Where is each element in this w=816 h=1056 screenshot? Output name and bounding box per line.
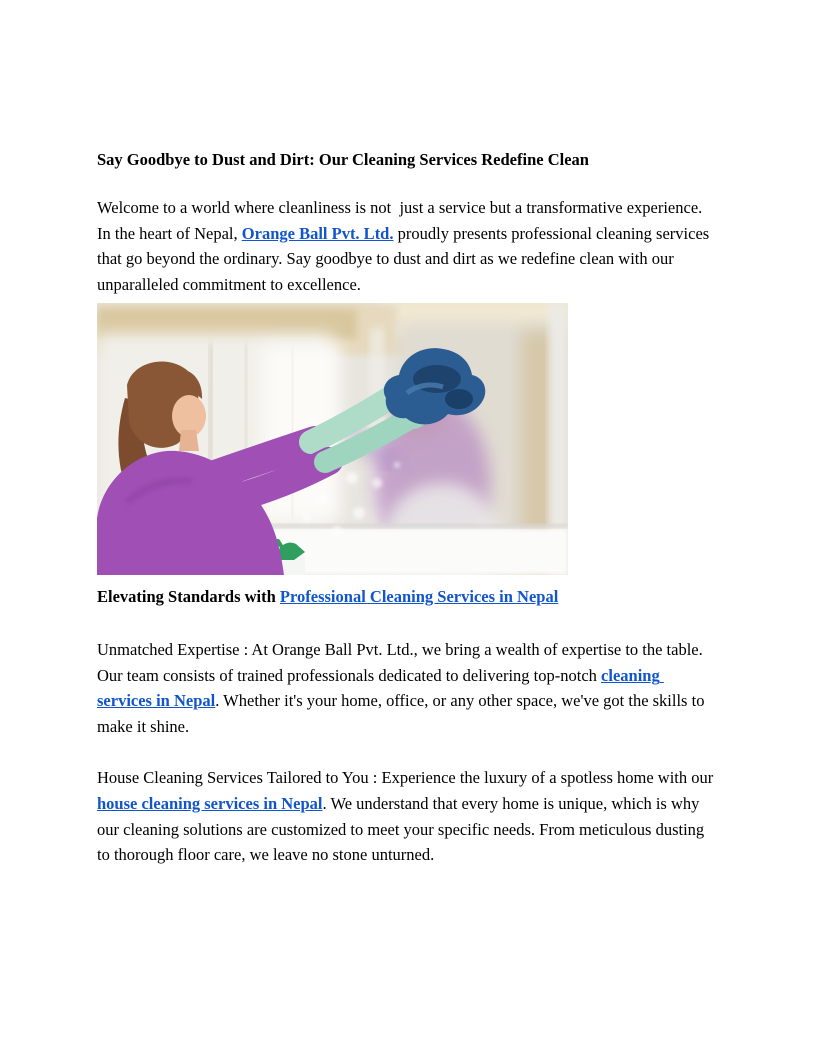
expertise-text-before-link: Unmatched Expertise : At Orange Ball Pvt. Ltd., we bring a wealth of expertise to the table. Our team consists of trained professionals dedicated to delivering top-notch [97,639,707,685]
house-text-before-link: House Cleaning Services Tailored to You : Experience the luxury of a spotless home with our [97,768,718,788]
sub-heading [97,584,717,610]
house-text-after-link: . We understand that every home is unique, which is why our cleaning solutions are customized to meet your specific needs. From meticulous dusting to thorough floor care, we leave no stone unturned. [97,793,709,865]
house-cleaning-services-link[interactable]: house cleaning services in Nepal [97,793,323,813]
intro-text-after-link: proudly presents professional cleaning services that go beyond the ordinary. Say goodbye to dust and dirt as we redefine clean with our unparalleled commitment to excellence. [97,223,714,294]
article-image [97,303,568,575]
house-paragraph [97,765,717,867]
cleaning-photo [97,303,568,575]
document-content [97,147,717,868]
intro-paragraph [97,195,717,297]
expertise-text-after-link: . Whether it's your home, office, or any other space, we've got the skills to make it shine. [97,691,709,736]
intro-text-before-link: Welcome to a world where cleanliness is not just a service but a transformative experience. In the heart of Nepal, [97,198,707,243]
orange-ball-link[interactable]: Orange Ball Pvt. Ltd. [241,223,394,243]
subheading-bold-text: Elevating Standards with [97,587,280,607]
professional-cleaning-services-link[interactable]: Professional Cleaning Services in Nepal [279,587,559,607]
document-heading: Say Goodbye to Dust and Dirt: Our Cleaning Services Redefine Clean [97,150,589,169]
cleaning-services-link[interactable]: cleaning services in Nepal [97,665,664,711]
expertise-paragraph [97,637,717,739]
